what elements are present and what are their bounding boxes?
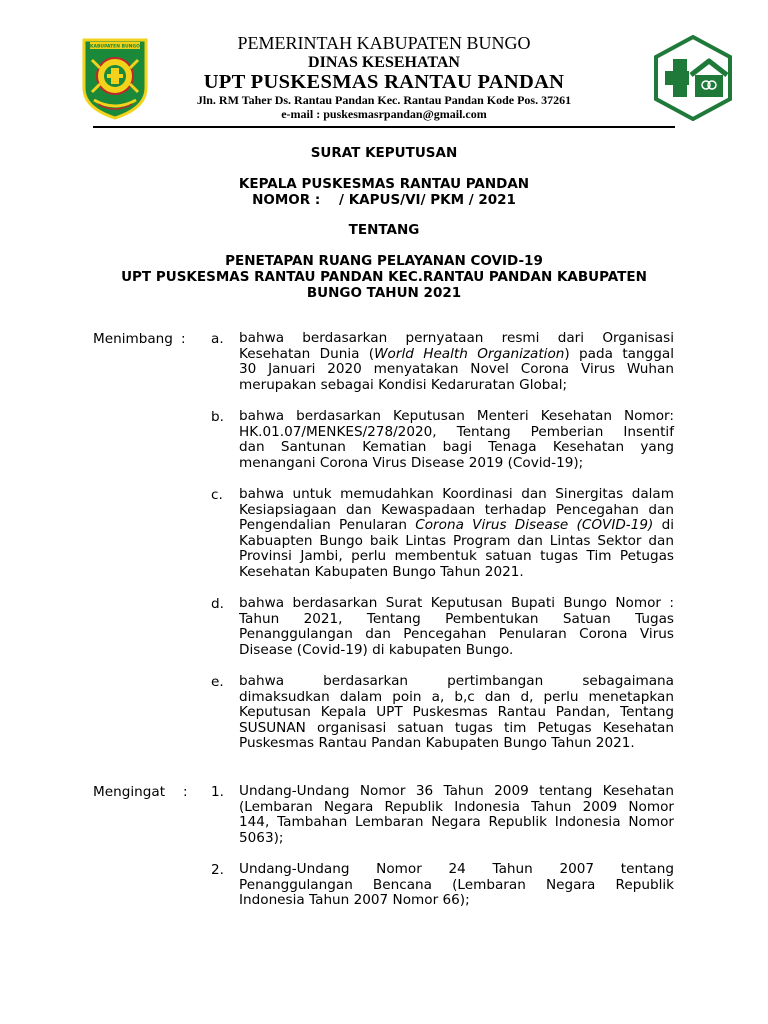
text-span: Pengendalian Penularan: [239, 517, 416, 534]
text-line: Provinsi Jambi, perlu membentuk satuan tugas Tim Petugas: [239, 548, 674, 565]
document-type: SURAT KEPUTUSAN: [310, 145, 458, 161]
text-line: bahwa berdasarkan Keputusan Menteri Kesehatan Nomor:: [239, 408, 674, 424]
text-span: ) pada tanggal: [564, 345, 674, 362]
text-line: 5063);: [239, 829, 284, 846]
menimbang-marker-a: a.: [211, 331, 224, 347]
text-line: 30 Januari 2020 menyatakan Novel Corona Virus Wuhan: [239, 361, 674, 378]
text-line: Undang-Undang Nomor 36 Tahun 2009 tentang Kesehatan: [239, 783, 674, 799]
tentang-heading: TENTANG: [348, 222, 420, 238]
text-line: 144, Tambahan Lembaran Negara Republik Indonesia Nomor: [239, 814, 674, 831]
menimbang-marker-d: d.: [211, 596, 224, 612]
text-line: Puskesmas Rantau Pandan Kabupaten Bungo Tahun 2021.: [239, 735, 635, 752]
mengingat-item-1: [239, 784, 674, 846]
menimbang-item-c: [239, 487, 674, 581]
italic-term: Corona Virus Disease (COVID-19): [415, 517, 654, 534]
mengingat-marker-1: 1.: [211, 784, 224, 800]
letterhead-institution: UPT PUSKESMAS RANTAU PANDAN: [203, 71, 565, 93]
subject-line-3: BUNGO TAHUN 2021: [306, 285, 462, 301]
mengingat-marker-2: 2.: [211, 862, 224, 878]
text-line: Keputusan Kepala UPT Puskesmas Rantau Pandan, Tentang: [239, 704, 674, 721]
menimbang-item-e: [239, 674, 674, 752]
letterhead-government: PEMERINTAH KABUPATEN BUNGO: [237, 33, 531, 53]
menimbang-item-a: [239, 331, 674, 393]
text-line: (Lembaran Negara Republik Indonesia Tahun 2009 Nomor: [239, 798, 674, 815]
menimbang-marker-c: c.: [211, 487, 223, 503]
text-line: SUSUNAN organisasi satuan tugas tim Petugas Kesehatan: [239, 719, 674, 736]
text-span: Kesehatan Dunia (: [239, 345, 375, 362]
menimbang-marker-b: b.: [211, 409, 224, 425]
text-line: Undang-Undang Nomor 24 Tahun 2007 tentang: [239, 861, 674, 877]
text-line: Penanggulangan Bencana (Lembaran Negara Republik: [239, 876, 674, 893]
text-line: bahwa berdasarkan pertimbangan sebagaimana: [239, 673, 674, 689]
menimbang-label: Menimbang: [93, 331, 173, 347]
text-line: [239, 347, 674, 363]
text-line: menangani Corona Virus Disease 2019 (Covid-19);: [239, 454, 584, 471]
mengingat-label: Mengingat: [93, 784, 166, 800]
text-line: Disease (Covid-19) di kabupaten Bungo.: [239, 641, 514, 658]
logo-left-text: KABUPATEN BUNGO: [90, 44, 140, 50]
text-line: [239, 518, 674, 534]
italic-term: World Health Organization: [374, 345, 565, 362]
menimbang-item-d: [239, 596, 674, 658]
text-line: Penanggulangan dan Pencegahan Penularan Corona Virus: [239, 626, 674, 643]
text-line: dan Santunan Kematian bagi Tenaga Kesehatan yang: [239, 439, 674, 456]
mengingat-item-2: [239, 862, 674, 909]
text-line: Kesehatan Kabupaten Bungo Tahun 2021.: [239, 563, 524, 580]
document-number: NOMOR : / KAPUS/VI/ PKM / 2021: [252, 192, 516, 208]
menimbang-item-b: [239, 409, 674, 471]
letterhead-email: e-mail : puskesmasrpandan@gmail.com: [281, 107, 487, 121]
subject-line-2: UPT PUSKESMAS RANTAU PANDAN KEC.RANTAU PANDAN KABUPATEN: [121, 269, 647, 285]
text-span: di: [653, 517, 675, 534]
letterhead-divider: [93, 126, 675, 128]
text-line: Kesiapsiagaan dan Kewaspadaan terhadap Pencegahan dan: [239, 501, 674, 518]
text-line: merupakan sebagai Kondisi Kedaruratan Global;: [239, 376, 568, 393]
menimbang-marker-e: e.: [211, 674, 224, 690]
subject-line-1: PENETAPAN RUANG PELAYANAN COVID-19: [225, 253, 543, 269]
letterhead-department: DINAS KESEHATAN: [308, 54, 460, 71]
text-line: bahwa untuk memudahkan Koordinasi dan Sinergitas dalam: [239, 486, 674, 502]
text-line: dimaksudkan dalam poin a, b,c dan d, perlu menetapkan: [239, 688, 674, 705]
text-line: Kabuapten Bungo baik Lintas Program dan Lintas Sektor dan: [239, 532, 674, 549]
letterhead-address: Jln. RM Taher Ds. Rantau Pandan Kec. Rantau Pandan Kode Pos. 37261: [196, 93, 572, 107]
text-line: HK.01.07/MENKES/278/2020, Tentang Pemberian Insentif: [239, 423, 674, 440]
mengingat-colon: :: [183, 784, 188, 800]
issuer-title: KEPALA PUSKESMAS RANTAU PANDAN: [238, 176, 530, 192]
text-line: Indonesia Tahun 2007 Nomor 66);: [239, 892, 470, 909]
menimbang-colon: :: [181, 331, 186, 347]
text-line: Tahun 2021, Tentang Pembentukan Satuan Tugas: [239, 610, 674, 627]
text-line: bahwa berdasarkan pernyataan resmi dari Organisasi: [239, 330, 674, 346]
text-line: bahwa berdasarkan Surat Keputusan Bupati Bungo Nomor :: [239, 595, 674, 611]
